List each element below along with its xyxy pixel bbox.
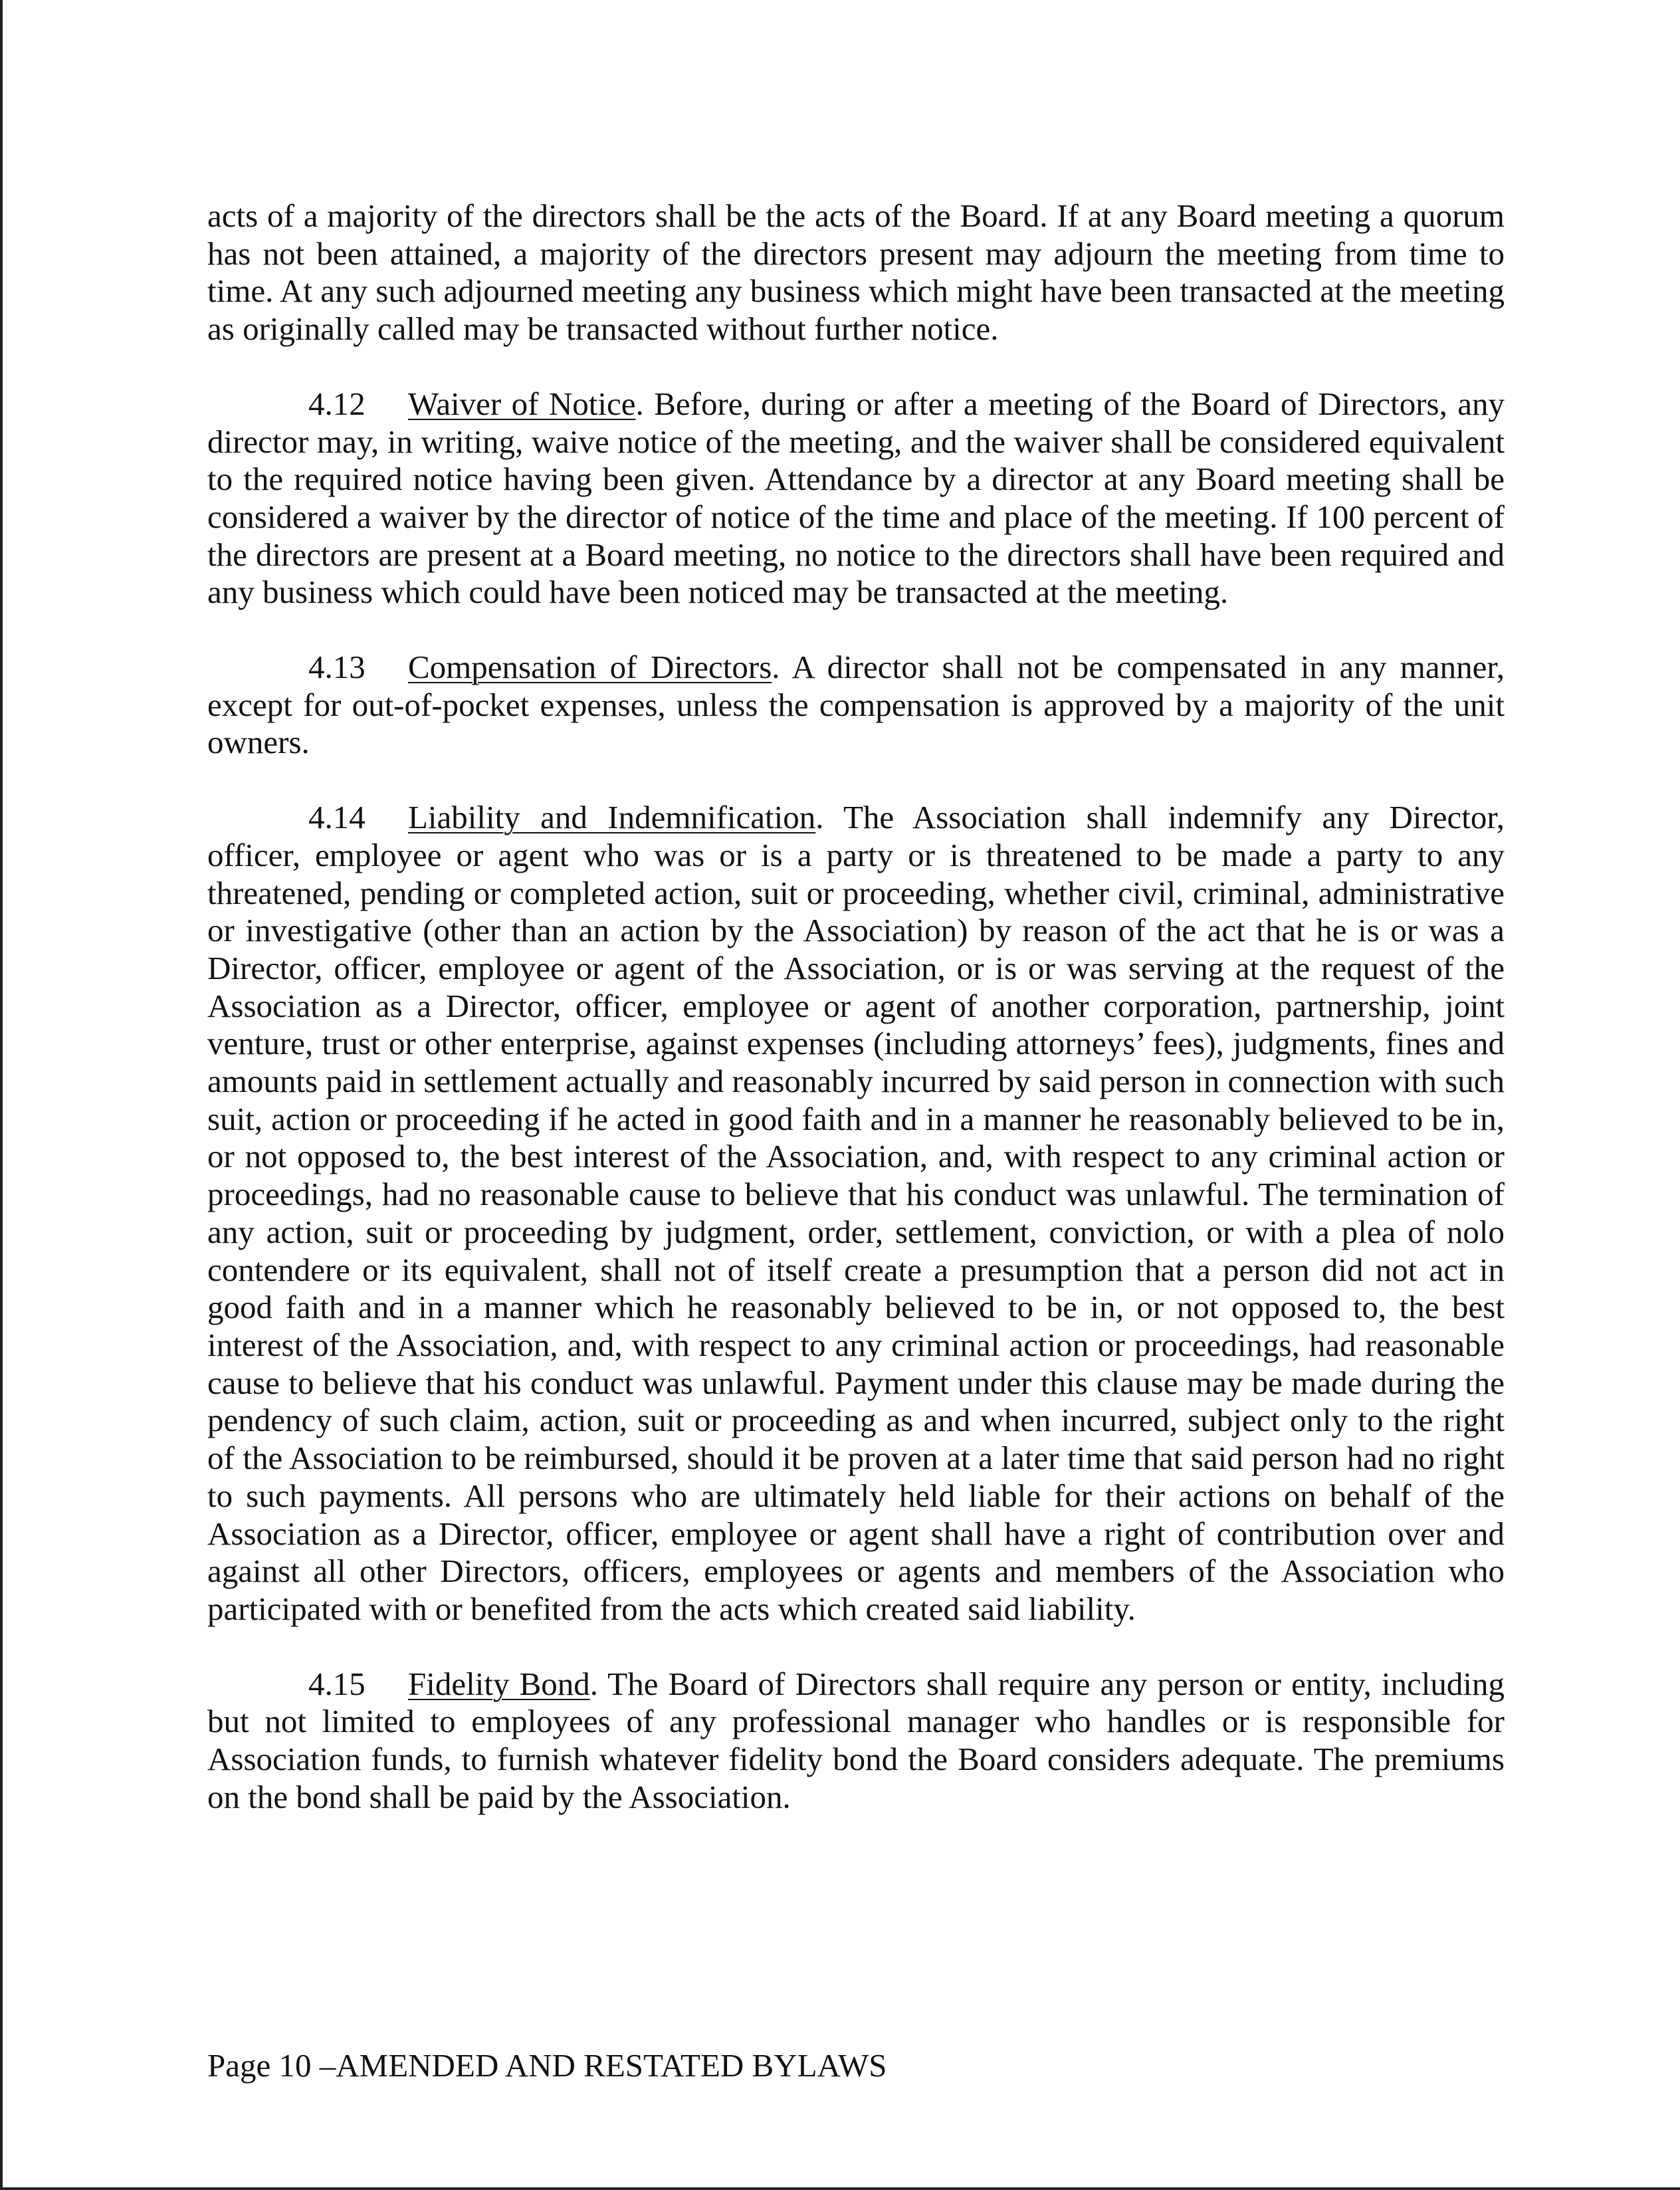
section-text: . The Association shall indemnify any Director, officer, employee or agent who was or is a party or is threatened to be made a party to any threatened, pending or completed action, suit or proceeding, whether civil, criminal, administrative or investigative (other than an action by the Association) by reason of the act that he is or was a Director, officer, employee or agent of the Association, or is or was serving at the request of the Association as a Director, officer, employee or agent of another corporation, partnership, joint venture, trust or other enterprise, against expenses (including attorneys’ fees), judgments, fines and amounts paid in settlement actually and reasonably incurred by said person in connection with such suit, action or proceeding if he acted in good faith and in a manner he reasonably believed to be in, or not opposed to, the best interest of the Association, and, with respect to any criminal action or proceedings, had no reasonable cause to believe that his conduct was unlawful. The termination of any action, suit or proceeding by judgment, order, settlement, conviction, or with a plea of nolo contendere or its equivalent, shall not of itself create a presumption that a person did not act in good faith and in a manner which he reasonably believed to be in, or not opposed to, the best interest of the Association, and, with respect to any criminal action or proceedings, had reasonable cause to believe that his conduct was unlawful. Payment under this clause may be made during the pendency of such claim, action, suit or proceeding as and when incurred, subject only to the right of the Association to be reimbursed, should it be proven at a later time that said person had no right to such payments. All persons who are ultimately held liable for their actions on behalf of the Association as a Director, officer, employee or agent shall have a right of contribution over and against all other Directors, officers, employees or agents and members of the Association who participated with or benefited from the acts which created said liability. bbox=[207, 799, 1505, 1627]
section-number: 4.13 bbox=[308, 649, 366, 686]
section-4-12 bbox=[207, 385, 1505, 611]
section-number: 4.12 bbox=[308, 385, 366, 422]
section-text: . The Board of Directors shall require any person or entity, including but not limited to employees of any professional manager who handles or is responsible for Association funds, to furnish whatever fidelity bond the Board considers adequate. The premiums on the bond shall be paid by the Association. bbox=[207, 1665, 1505, 1815]
section-title: Liability and Indemnification bbox=[408, 799, 816, 836]
section-title: Fidelity Bond bbox=[408, 1665, 590, 1702]
section-title: Compensation of Directors bbox=[408, 649, 772, 686]
section-text: . A director shall not be compensated in any manner, except for out-of-pocket expenses, unless the compensation is approved by a majority of the unit owners. bbox=[207, 649, 1505, 761]
document-body bbox=[207, 197, 1505, 1853]
section-4-13 bbox=[207, 649, 1505, 762]
section-number: 4.15 bbox=[308, 1665, 366, 1702]
section-text: . Before, during or after a meeting of the Board of Directors, any director may, in writing, waive notice of the meeting, and the waiver shall be considered equivalent to the required notice having been given. Attendance by a director at any Board meeting shall be considered a waiver by the director of notice of the time and place of the meeting. If 100 percent of the directors are present at a Board meeting, no notice to the directors shall have been required and any business which could have been noticed may be transacted at the meeting. bbox=[207, 385, 1505, 611]
page-footer: Page 10 –AMENDED AND RESTATED BYLAWS bbox=[207, 2047, 887, 2084]
section-4-14 bbox=[207, 799, 1505, 1628]
section-number: 4.14 bbox=[308, 799, 366, 836]
paragraph-intro: acts of a majority of the directors shall be the acts of the Board. If at any Board meeting a quorum has not been attained, a majority of the directors present may adjourn the meeting from time to time. At any such adjourned meeting any business which might have been transacted at the meeting as originally called may be transacted without further notice. bbox=[207, 197, 1505, 348]
section-title: Waiver of Notice bbox=[408, 385, 636, 422]
section-4-15 bbox=[207, 1666, 1505, 1816]
